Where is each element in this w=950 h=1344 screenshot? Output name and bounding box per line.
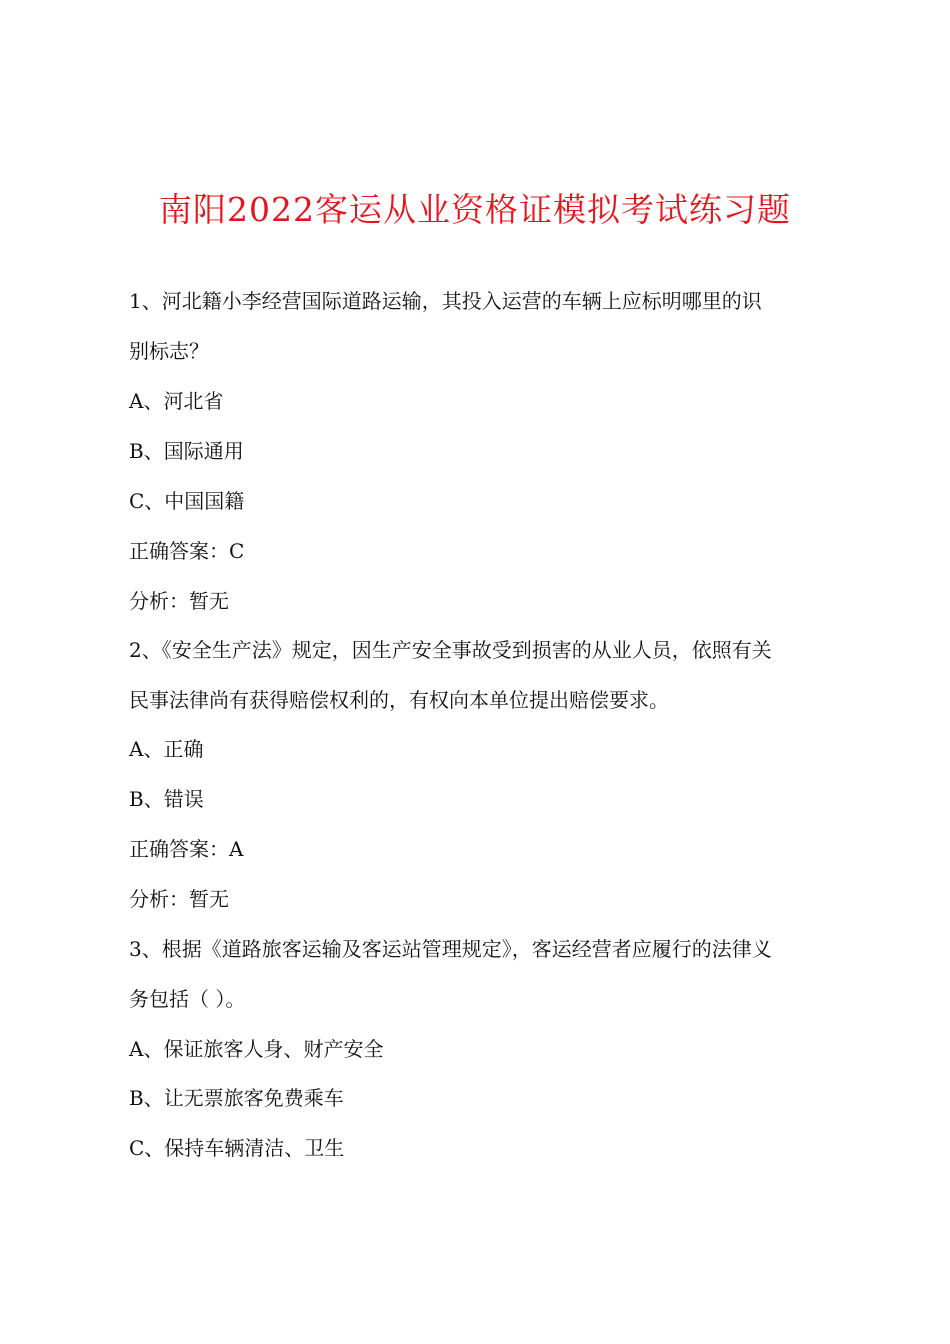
- question-3-option-b: B、让无票旅客免费乘车: [129, 1086, 344, 1110]
- question-1-option-b: B、国际通用: [129, 439, 244, 463]
- question-1-analysis: 分析：暂无: [129, 589, 229, 613]
- question-1-option-c: C、中国国籍: [129, 489, 245, 513]
- question-3-stem-line-2: 务包括（ ）。: [129, 987, 246, 1011]
- question-2-answer: 正确答案：A: [129, 837, 244, 861]
- question-2-stem-line-2: 民事法律尚有获得赔偿权利的，有权向本单位提出赔偿要求。: [129, 688, 669, 712]
- question-2-option-a: A、正确: [129, 737, 204, 761]
- question-1-stem-line-1: 1、河北籍小李经营国际道路运输，其投入运营的车辆上应标明哪里的识: [129, 289, 762, 313]
- question-1-stem-line-2: 别标志？: [129, 339, 209, 363]
- document-title: 南阳2022客运从业资格证模拟考试练习题: [159, 190, 791, 229]
- question-3-option-a: A、保证旅客人身、财产安全: [129, 1037, 384, 1061]
- question-3-option-c: C、保持车辆清洁、卫生: [129, 1136, 345, 1160]
- question-1-answer: 正确答案：C: [129, 539, 245, 563]
- question-1-option-a: A、河北省: [129, 389, 224, 413]
- question-3-stem-line-1: 3、根据《道路旅客运输及客运站管理规定》，客运经营者应履行的法律义: [129, 937, 772, 961]
- question-2-option-b: B、错误: [129, 787, 204, 811]
- question-2-analysis: 分析：暂无: [129, 887, 229, 911]
- question-2-stem-line-1: 2、《安全生产法》规定，因生产安全事故受到损害的从业人员，依照有关: [129, 638, 772, 662]
